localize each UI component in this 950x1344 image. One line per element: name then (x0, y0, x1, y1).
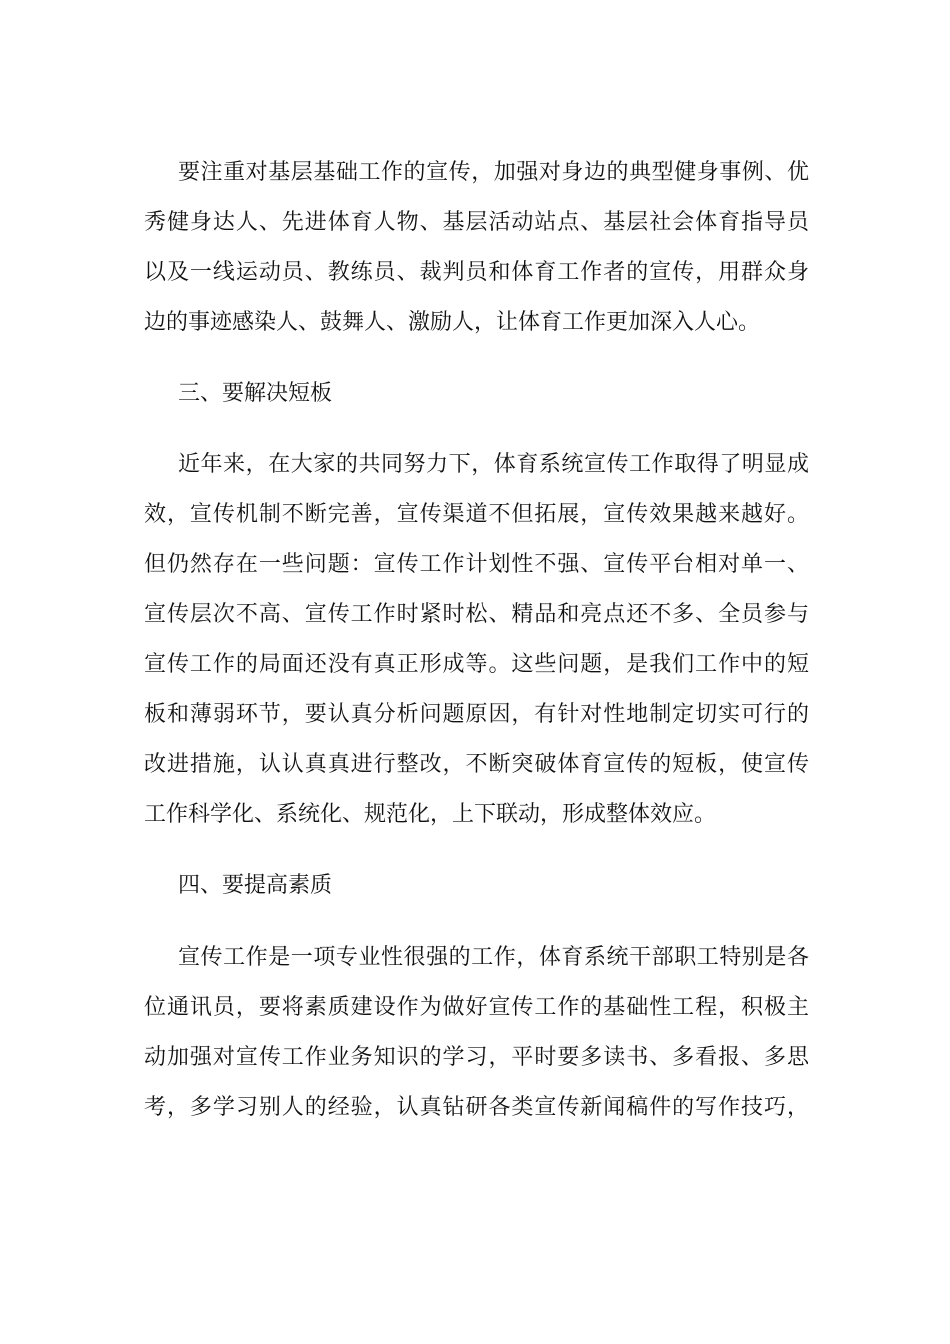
paragraph-1-line-4: 边的事迹感染人、鼓舞人、激励人，让体育工作更加深入人心。 (144, 310, 761, 335)
section-heading-3: 三、要解决短板 (178, 381, 333, 406)
paragraph-2-line-4: 宣传层次不高、宣传工作时紧时松、精品和亮点还不多、全员参与 (144, 602, 809, 627)
paragraph-2-line-6: 板和薄弱环节，要认真分析问题原因，有针对性地制定切实可行的 (144, 702, 809, 727)
paragraph-2-line-2: 效，宣传机制不断完善，宣传渠道不但拓展，宣传效果越来越好。 (144, 502, 809, 527)
paragraph-2-line-1: 近年来，在大家的共同努力下，体育系统宣传工作取得了明显成 (178, 452, 809, 477)
paragraph-1-line-2: 秀健身达人、先进体育人物、基层活动站点、基层社会体育指导员 (144, 210, 809, 235)
paragraph-3-line-1: 宣传工作是一项专业性很强的工作，体育系统干部职工特别是各 (178, 945, 809, 970)
paragraph-2-line-3: 但仍然存在一些问题：宣传工作计划性不强、宣传平台相对单一、 (144, 552, 809, 577)
paragraph-2-line-5: 宣传工作的局面还没有真正形成等。这些问题，是我们工作中的短 (144, 652, 809, 677)
section-heading-4: 四、要提高素质 (178, 873, 333, 898)
paragraph-1-line-3: 以及一线运动员、教练员、裁判员和体育工作者的宣传，用群众身 (144, 260, 809, 285)
paragraph-2-line-8: 工作科学化、系统化、规范化，上下联动，形成整体效应。 (144, 802, 717, 827)
paragraph-2-line-7: 改进措施，认认真真进行整改，不断突破体育宣传的短板，使宣传 (144, 752, 809, 777)
paragraph-1-line-1: 要注重对基层基础工作的宣传，加强对身边的典型健身事例、优 (178, 160, 809, 185)
paragraph-3-line-3: 动加强对宣传工作业务知识的学习，平时要多读书、多看报、多思 (144, 1045, 809, 1070)
paragraph-3-line-4: 考，多学习别人的经验，认真钻研各类宣传新闻稿件的写作技巧， (144, 1095, 809, 1120)
paragraph-3-line-2: 位通讯员，要将素质建设作为做好宣传工作的基础性工程，积极主 (144, 995, 809, 1020)
